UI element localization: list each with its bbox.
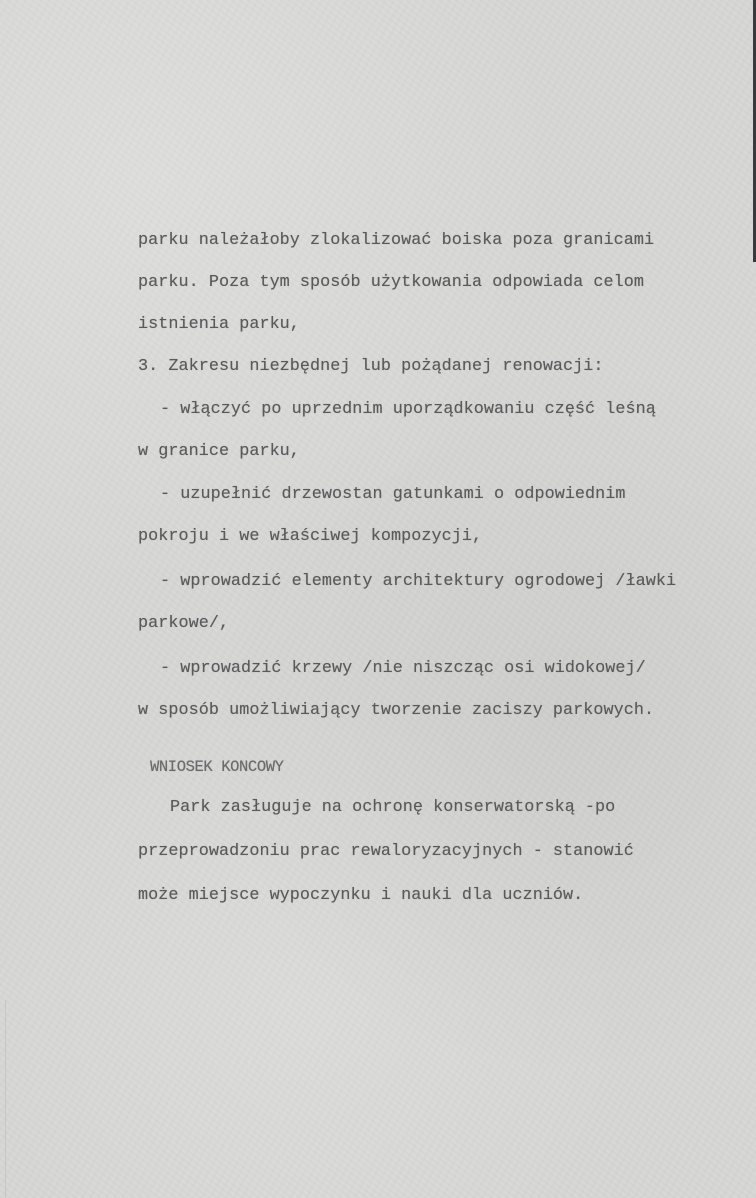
bullet-item: - włączyć po uprzednim uporządkowaniu część leśną	[160, 400, 656, 419]
conclusion-heading: WNIOSEK KONCOWY	[150, 758, 284, 776]
bullet-item: - wprowadzić krzewy /nie niszcząc osi widokowej/	[160, 659, 646, 678]
text-line: w granice parku,	[138, 442, 300, 461]
text-line: parku. Poza tym sposób użytkowania odpowiada celom	[138, 273, 645, 292]
text-line: Park zasługuje na ochronę konserwatorską -po	[170, 798, 616, 817]
section-3-title: 3. Zakresu niezbędnej lub pożądanej renowacji:	[138, 357, 604, 376]
text-line: parku należałoby zlokalizować boiska poza granicami	[138, 231, 655, 250]
text-line: pokroju i we właściwej kompozycji,	[138, 527, 483, 546]
text-line: może miejsce wypoczynku i nauki dla uczniów.	[138, 886, 584, 905]
text-line: w sposób umożliwiający tworzenie zaciszy parkowych.	[138, 701, 655, 720]
text-line: istnienia parku,	[138, 315, 300, 334]
bullet-item: - uzupełnić drzewostan gatunkami o odpowiednim	[160, 485, 626, 504]
page-edge-crease	[5, 1000, 6, 1198]
text-line: przeprowadzoniu prac rewaloryzacyjnych - stanowić	[138, 842, 634, 861]
text-line: parkowe/,	[138, 614, 230, 633]
bullet-item: - wprowadzić elementy architektury ogrodowej /ławki	[160, 572, 677, 591]
